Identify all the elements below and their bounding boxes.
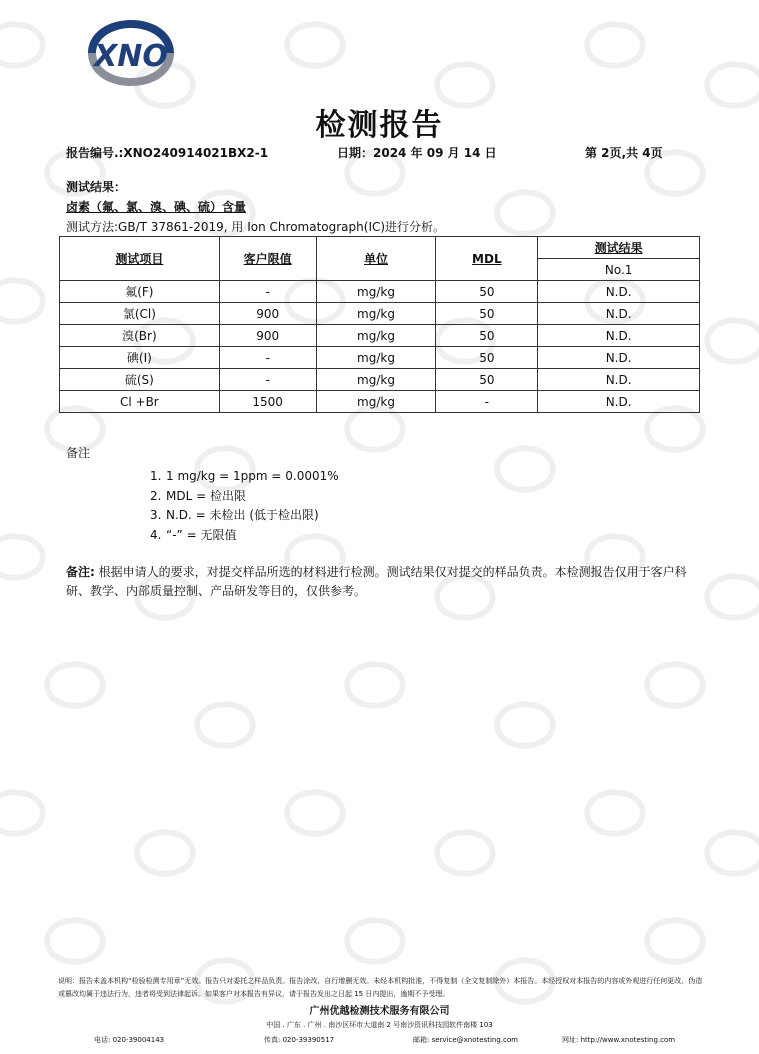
footer-email: 邮箱: service@xnotesting.com — [413, 1036, 518, 1044]
cell-result: N.D. — [538, 325, 700, 347]
table-row — [60, 325, 700, 347]
watermark-logo — [280, 788, 350, 842]
cell-item: 氟(F) — [60, 281, 220, 303]
cell-item: 硫(S) — [60, 369, 220, 391]
cell-limit: - — [219, 369, 316, 391]
remark-paragraph — [66, 563, 696, 601]
cell-limit: 900 — [219, 303, 316, 325]
remark-text: 根据申请人的要求，对提交样品所选的材料进行检测。测试结果仅对提交的样品负责。本检测报告仅用于客户科研、教学、内部质量控制、产品研发等目的，仅供参考。 — [66, 565, 687, 598]
results-heading: 测试结果： — [66, 180, 127, 194]
watermark-logo — [700, 828, 759, 882]
footer-phone: 电话: 020-39004143 — [94, 1036, 165, 1044]
cell-mdl: 50 — [436, 281, 538, 303]
report-number: 报告编号.:XNO240914021BX2-1 — [66, 146, 269, 160]
note-item — [150, 526, 339, 546]
cell-unit: mg/kg — [316, 391, 436, 413]
watermark-logo — [490, 444, 560, 498]
cell-unit: mg/kg — [316, 281, 436, 303]
watermark-logo — [0, 532, 50, 586]
cell-unit: mg/kg — [316, 369, 436, 391]
report-date: 日期：2024 年 09 月 14 日 — [337, 146, 497, 160]
watermark-logo — [40, 660, 110, 714]
watermark-logo — [490, 700, 560, 754]
cell-result: N.D. — [538, 281, 700, 303]
watermark-logo — [640, 660, 710, 714]
test-method: 测试方法:GB/T 37861-2019, 用 Ion Chromatograph(IC)进行分析。 — [66, 220, 446, 234]
watermark-logo — [40, 916, 110, 970]
cell-result: N.D. — [538, 369, 700, 391]
company-logo — [82, 18, 180, 88]
watermark-logo — [640, 916, 710, 970]
footer-company: 广州优越检测技术服务有限公司 — [309, 1006, 450, 1017]
cell-result: N.D. — [538, 347, 700, 369]
notes-heading: 备注 — [66, 446, 91, 460]
watermark-logo — [130, 828, 200, 882]
cell-item: 氯(Cl) — [60, 303, 220, 325]
notes-list — [150, 467, 339, 545]
cell-unit: mg/kg — [316, 347, 436, 369]
test-item-heading: 卤素（氟、氯、溴、碘、硫）含量 — [66, 200, 247, 214]
footer-website: 网址: http://www.xnotesting.com — [562, 1036, 676, 1044]
cell-result: N.D. — [538, 391, 700, 413]
table-row — [60, 281, 700, 303]
note-text: “-” = 无限值 — [166, 527, 237, 542]
watermark-logo — [280, 20, 350, 74]
cell-item: Cl +Br — [60, 391, 220, 413]
watermark-logo — [0, 20, 50, 74]
cell-mdl: 50 — [436, 369, 538, 391]
header-test-result: 测试结果 — [538, 237, 700, 259]
note-text: MDL = 检出限 — [166, 488, 246, 503]
footer-address: 中国 . 广东 . 广州 . 南沙区环市大道南 2 号南沙资讯科技园软件南楼 103 — [266, 1021, 493, 1029]
watermark-logo — [340, 660, 410, 714]
cell-limit: - — [219, 347, 316, 369]
watermark-logo — [700, 316, 759, 370]
note-text: 1 mg/kg = 1ppm = 0.0001% — [166, 469, 339, 483]
cell-limit: - — [219, 281, 316, 303]
cell-limit: 900 — [219, 325, 316, 347]
cell-item: 溴(Br) — [60, 325, 220, 347]
watermark-logo — [700, 572, 759, 626]
table-row — [60, 347, 700, 369]
table-row — [60, 369, 700, 391]
remark-label: 备注: — [66, 565, 95, 579]
watermark-logo — [340, 916, 410, 970]
table-row — [60, 303, 700, 325]
table-row — [60, 391, 700, 413]
watermark-logo — [490, 188, 560, 242]
note-item — [150, 506, 339, 526]
page-number: 第 2页,共 4页 — [585, 146, 663, 160]
cell-item: 碘(I) — [60, 347, 220, 369]
cell-limit: 1500 — [219, 391, 316, 413]
svg-text:XNO: XNO — [94, 39, 168, 74]
watermark-logo — [430, 828, 500, 882]
watermark-logo — [580, 788, 650, 842]
cell-unit: mg/kg — [316, 303, 436, 325]
results-table — [59, 236, 700, 413]
header-customer-limit: 客户限值 — [219, 237, 316, 281]
note-number: 3. — [150, 508, 162, 522]
cell-mdl: 50 — [436, 347, 538, 369]
watermark-logo — [0, 788, 50, 842]
note-item — [150, 487, 339, 507]
header-unit: 单位 — [316, 237, 436, 281]
cell-result: N.D. — [538, 303, 700, 325]
watermark-logo — [0, 276, 50, 330]
cell-unit: mg/kg — [316, 325, 436, 347]
note-number: 1. — [150, 469, 162, 483]
header-mdl: MDL — [436, 237, 538, 281]
footer-fax: 传真: 020-39390517 — [264, 1036, 335, 1044]
header-test-item: 测试项目 — [60, 237, 220, 281]
note-number: 4. — [150, 527, 162, 542]
cell-mdl: 50 — [436, 325, 538, 347]
watermark-logo — [190, 700, 260, 754]
watermark-logo — [580, 20, 650, 74]
footer-disclaimer: 说明：报告未盖本机构“检验检测专用章”无效。报告只对委托之样品负责。报告涂改、自行增删无效。未经本机构批准，不得复制（全文复制除外）本报告。本经授权对本报告的内容或外观进行任何更改、伪造或篡改均属于违法行为，违者将受到法律起诉。如果客户对本报告有异议，请于报告发出之日起 15 日内提出，逾期不予受理。 — [58, 977, 703, 998]
note-item — [150, 467, 339, 487]
cell-mdl: - — [436, 391, 538, 413]
document-title: 检测报告 — [315, 108, 444, 143]
header-sample-no: No.1 — [538, 259, 700, 281]
note-text: N.D. = 未检出 (低于检出限) — [166, 508, 319, 522]
note-number: 2. — [150, 488, 162, 503]
cell-mdl: 50 — [436, 303, 538, 325]
